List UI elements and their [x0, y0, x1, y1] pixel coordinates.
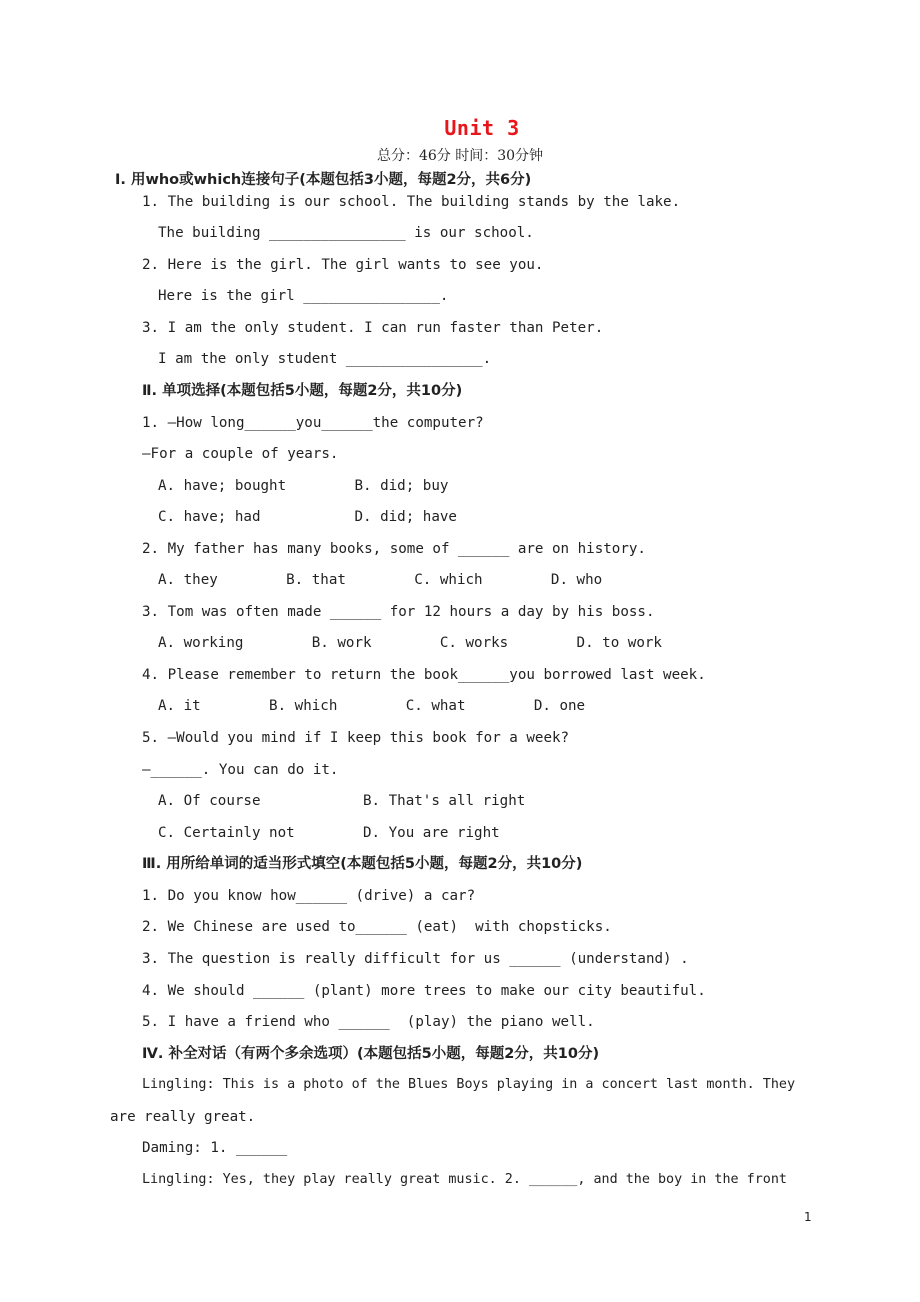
s4-dialogue-lingling-1: Lingling: This is a photo of the Blues Boys playing in a concert last month. They: [142, 1077, 796, 1092]
s1-answer-2: Here is the girl ________________.: [158, 288, 449, 304]
s4-dialogue-lingling-1-cont: are really great.: [110, 1109, 256, 1125]
s2-question-1-reply: —For a couple of years.: [142, 446, 339, 462]
s2-q5-options-cd: C. Certainly not D. You are right: [158, 825, 500, 841]
s2-q1-options-ab: A. have; bought B. did; buy: [158, 478, 449, 494]
s3-question-5: 5. I have a friend who ______ (play) the piano well.: [142, 1014, 595, 1030]
s1-question-2: 2. Here is the girl. The girl wants to see you.: [142, 257, 544, 273]
s3-question-3: 3. The question is really difficult for us ______ (understand) .: [142, 951, 689, 967]
s2-q1-options-cd: C. have; had D. did; have: [158, 509, 457, 525]
s2-question-4: 4. Please remember to return the book______you borrowed last week.: [142, 667, 706, 683]
s1-answer-3: I am the only student ________________.: [158, 351, 492, 367]
score-time-subtitle: 总分：46分 时间：30分钟: [376, 148, 544, 164]
s2-question-3: 3. Tom was often made ______ for 12 hours a day by his boss.: [142, 604, 655, 620]
s4-dialogue-daming-1: Daming: 1. ______: [142, 1140, 288, 1156]
s2-q2-options: A. they B. that C. which D. who: [158, 572, 603, 588]
s2-q4-options: A. it B. which C. what D. one: [158, 698, 586, 714]
s2-question-5-reply: —______. You can do it.: [142, 762, 339, 778]
section-4-heading: Ⅳ. 补全对话（有两个多余选项）(本题包括5小题，每题2分，共10分): [142, 1046, 600, 1062]
section-2-heading: Ⅱ. 单项选择(本题包括5小题，每题2分，共10分): [142, 383, 463, 399]
s2-q3-options: A. working B. work C. works D. to work: [158, 635, 662, 651]
s3-question-2: 2. We Chinese are used to______ (eat) with chopsticks.: [142, 919, 612, 935]
section-3-heading: Ⅲ. 用所给单词的适当形式填空(本题包括5小题，每题2分，共10分): [142, 856, 583, 872]
s1-question-1: 1. The building is our school. The building stands by the lake.: [142, 194, 681, 210]
s3-question-4: 4. We should ______ (plant) more trees to make our city beautiful.: [142, 983, 706, 999]
page-title: Unit 3: [444, 116, 520, 140]
s1-question-3: 3. I am the only student. I can run faster than Peter.: [142, 320, 604, 336]
s3-question-1: 1. Do you know how______ (drive) a car?: [142, 888, 476, 904]
page-number: 1: [804, 1210, 812, 1224]
s2-question-5: 5. —Would you mind if I keep this book for a week?: [142, 730, 570, 746]
s2-q5-options-ab: A. Of course B. That's all right: [158, 793, 526, 809]
s1-answer-1: The building ________________ is our school.: [158, 225, 534, 241]
s4-dialogue-lingling-2: Lingling: Yes, they play really great music. 2. ______, and the boy in the front: [142, 1172, 787, 1187]
s2-question-1: 1. —How long______you______the computer?: [142, 415, 484, 431]
s2-question-2: 2. My father has many books, some of ______ are on history.: [142, 541, 646, 557]
section-1-heading: Ⅰ. 用who或which连接句子(本题包括3小题，每题2分，共6分): [115, 172, 532, 188]
